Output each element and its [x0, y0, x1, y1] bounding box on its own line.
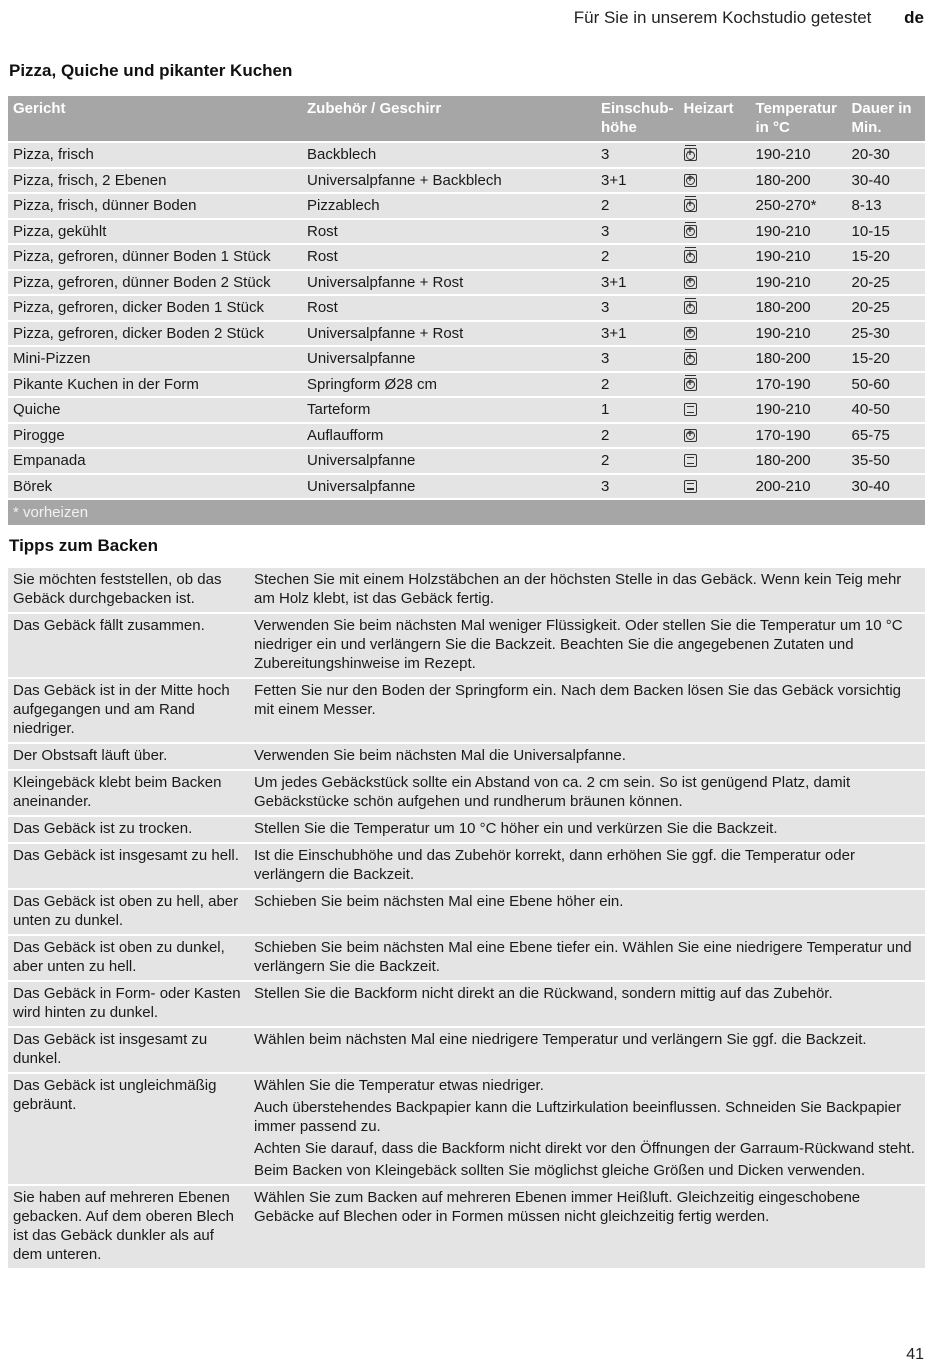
table-row [8, 322, 925, 346]
dish-cell: Empanada [8, 449, 302, 473]
tip-solution-paragraph: Schieben Sie beim nächsten Mal eine Ebene tiefer ein. Wählen Sie eine niedrigere Temperatur und verlängern Sie die Backzeit. [254, 939, 912, 975]
circotherm-icon [684, 352, 697, 365]
table-row [8, 194, 925, 218]
tip-solution-paragraph: Wählen Sie zum Backen auf mehreren Ebenen immer Heißluft. Gleichzeitig eingeschobene Gebäcke auf Blechen oder in Formen müssen nicht gleichzeitig fertig werden. [254, 1189, 861, 1225]
top-bottom-heat-icon [684, 480, 697, 493]
page-number: 41 [906, 1346, 924, 1363]
heating-cell [679, 373, 751, 397]
circotherm-icon [684, 301, 697, 314]
tip-problem: Das Gebäck ist zu trocken. [8, 817, 249, 842]
level-cell: 3 [596, 347, 679, 371]
tip-problem: Sie haben auf mehreren Ebenen gebacken. Auf dem oberen Blech ist das Gebäck dunkler als auf dem unteren. [8, 1186, 249, 1268]
tip-solution-paragraph: Wählen Sie die Temperatur etwas niedriger. [254, 1077, 544, 1094]
tip-problem: Das Gebäck fällt zusammen. [8, 614, 249, 677]
tip-solution [249, 1028, 925, 1072]
col-header-duration: Dauer in Min. [847, 96, 925, 141]
heating-cell [679, 424, 751, 448]
tip-problem: Das Gebäck ist ungleichmäßig gebräunt. [8, 1074, 249, 1184]
tip-solution [249, 1186, 925, 1268]
level-cell: 1 [596, 398, 679, 422]
level-cell: 2 [596, 194, 679, 218]
tip-row [8, 817, 925, 842]
tips-section-heading: Tipps zum Backen [9, 536, 158, 555]
col-header-heating: Heizart [679, 96, 751, 141]
duration-cell: 20-25 [847, 296, 925, 320]
tip-solution [249, 982, 925, 1026]
pizza-table-footer-row [8, 500, 925, 525]
tip-solution [249, 744, 925, 769]
dish-cell: Pizza, gefroren, dicker Boden 1 Stück [8, 296, 302, 320]
duration-cell: 50-60 [847, 373, 925, 397]
temperature-cell: 200-210 [751, 475, 847, 499]
temperature-cell: 250-270* [751, 194, 847, 218]
temperature-cell: 190-210 [751, 398, 847, 422]
tips-table-body [8, 568, 925, 1268]
pizza-table-header-row [8, 96, 925, 141]
heating-cell [679, 398, 751, 422]
duration-cell: 8-13 [847, 194, 925, 218]
table-row [8, 245, 925, 269]
heating-cell [679, 296, 751, 320]
accessory-cell: Backblech [302, 143, 596, 167]
heating-cell [679, 322, 751, 346]
level-cell: 2 [596, 424, 679, 448]
temperature-cell: 190-210 [751, 220, 847, 244]
tip-solution-paragraph: Ist die Einschubhöhe und das Zubehör korrekt, dann erhöhen Sie ggf. die Temperatur oder verlängern die Backzeit. [254, 847, 855, 883]
accessory-cell: Universalpfanne [302, 449, 596, 473]
tip-row [8, 614, 925, 677]
table-row [8, 169, 925, 193]
heating-cell [679, 194, 751, 218]
tip-row [8, 1186, 925, 1268]
dish-cell: Pizza, frisch [8, 143, 302, 167]
tip-row [8, 1074, 925, 1184]
header-title: Für Sie in unserem Kochstudio getestet [573, 8, 872, 27]
col-header-dish: Gericht [8, 96, 302, 141]
col-header-accessory: Zubehör / Geschirr [302, 96, 596, 141]
tips-table [8, 566, 925, 1270]
level-cell: 2 [596, 449, 679, 473]
tip-solution [249, 771, 925, 815]
duration-cell: 20-25 [847, 271, 925, 295]
table-row [8, 373, 925, 397]
hot-air-icon [684, 429, 697, 442]
table-row [8, 475, 925, 499]
level-cell: 3+1 [596, 322, 679, 346]
duration-cell: 40-50 [847, 398, 925, 422]
duration-cell: 25-30 [847, 322, 925, 346]
accessory-cell: Universalpfanne + Rost [302, 271, 596, 295]
tip-solution [249, 1074, 925, 1184]
tip-solution [249, 844, 925, 888]
dish-cell: Börek [8, 475, 302, 499]
hot-air-icon [684, 327, 697, 340]
heating-cell [679, 143, 751, 167]
tip-solution [249, 817, 925, 842]
pizza-section-heading: Pizza, Quiche und pikanter Kuchen [9, 61, 293, 80]
tip-row [8, 1028, 925, 1072]
duration-cell: 30-40 [847, 169, 925, 193]
heating-cell [679, 220, 751, 244]
tip-solution [249, 614, 925, 677]
dish-cell: Pikante Kuchen in der Form [8, 373, 302, 397]
tip-solution-paragraph: Verwenden Sie beim nächsten Mal die Universalpfanne. [254, 747, 626, 764]
tip-solution [249, 936, 925, 980]
circotherm-icon [684, 148, 697, 161]
dish-cell: Pizza, gefroren, dicker Boden 2 Stück [8, 322, 302, 346]
tip-solution-paragraph: Verwenden Sie beim nächsten Mal weniger Flüssigkeit. Oder stellen Sie die Temperatur um 10 °C niedriger ein und verlängern Sie die Backzeit. Beachten Sie die angegebenen Zutaten und Zubereitungshinweise im Rezept. [254, 617, 903, 672]
table-row [8, 347, 925, 371]
tip-problem: Der Obstsaft läuft über. [8, 744, 249, 769]
tip-problem: Kleingebäck klebt beim Backen aneinander. [8, 771, 249, 815]
accessory-cell: Auflaufform [302, 424, 596, 448]
pizza-table [8, 94, 925, 527]
duration-cell: 65-75 [847, 424, 925, 448]
tip-problem: Das Gebäck ist in der Mitte hoch aufgegangen und am Rand niedriger. [8, 679, 249, 742]
tip-problem: Sie möchten feststellen, ob das Gebäck durchgebacken ist. [8, 568, 249, 612]
tip-row [8, 744, 925, 769]
level-cell: 3 [596, 296, 679, 320]
duration-cell: 15-20 [847, 347, 925, 371]
tip-solution-paragraph: Beim Backen von Kleingebäck sollten Sie möglichst gleiche Größen und Dicken verwenden. [254, 1162, 866, 1179]
tip-solution-paragraph: Wählen beim nächsten Mal eine niedrigere Temperatur und verlängern Sie ggf. die Backzeit. [254, 1031, 867, 1048]
tip-row [8, 568, 925, 612]
level-cell: 3 [596, 475, 679, 499]
dish-cell: Pirogge [8, 424, 302, 448]
heating-cell [679, 169, 751, 193]
tip-solution-paragraph: Stellen Sie die Temperatur um 10 °C höher ein und verkürzen Sie die Backzeit. [254, 820, 778, 837]
tip-solution-paragraph: Fetten Sie nur den Boden der Springform ein. Nach dem Backen lösen Sie das Gebäck vorsichtig mit einem Messer. [254, 682, 902, 718]
level-cell: 3+1 [596, 271, 679, 295]
accessory-cell: Pizzablech [302, 194, 596, 218]
table-row [8, 271, 925, 295]
circotherm-icon [684, 250, 697, 263]
circotherm-icon [684, 378, 697, 391]
tip-solution-paragraph: Stechen Sie mit einem Holzstäbchen an der höchsten Stelle in das Gebäck. Wenn kein Teig mehr am Holz klebt, ist das Gebäck fertig. [254, 571, 902, 607]
accessory-cell: Tarteform [302, 398, 596, 422]
accessory-cell: Universalpfanne [302, 347, 596, 371]
temperature-cell: 180-200 [751, 449, 847, 473]
accessory-cell: Universalpfanne [302, 475, 596, 499]
heating-cell [679, 271, 751, 295]
accessory-cell: Rost [302, 245, 596, 269]
temperature-cell: 170-190 [751, 373, 847, 397]
tip-problem: Das Gebäck in Form- oder Kasten wird hinten zu dunkel. [8, 982, 249, 1026]
language-code: de [904, 8, 924, 27]
col-header-temperature: Temperatur in °C [751, 96, 847, 141]
col-header-level: Einschub- höhe [596, 96, 679, 141]
level-cell: 3 [596, 143, 679, 167]
table-row [8, 220, 925, 244]
tip-row [8, 771, 925, 815]
accessory-cell: Rost [302, 296, 596, 320]
tip-solution-paragraph: Schieben Sie beim nächsten Mal eine Ebene höher ein. [254, 893, 624, 910]
dish-cell: Pizza, gefroren, dünner Boden 1 Stück [8, 245, 302, 269]
heating-cell [679, 475, 751, 499]
tip-problem: Das Gebäck ist insgesamt zu dunkel. [8, 1028, 249, 1072]
tip-row [8, 890, 925, 934]
temperature-cell: 190-210 [751, 271, 847, 295]
hot-air-icon [684, 174, 697, 187]
hot-air-icon [684, 276, 697, 289]
tip-problem: Das Gebäck ist insgesamt zu hell. [8, 844, 249, 888]
heating-cell [679, 245, 751, 269]
page-header [574, 8, 924, 28]
tip-problem: Das Gebäck ist oben zu hell, aber unten zu dunkel. [8, 890, 249, 934]
level-cell: 3 [596, 220, 679, 244]
duration-cell: 35-50 [847, 449, 925, 473]
duration-cell: 15-20 [847, 245, 925, 269]
temperature-cell: 180-200 [751, 296, 847, 320]
heating-cell [679, 347, 751, 371]
top-bottom-heat-icon [684, 454, 697, 467]
top-bottom-heat-icon [684, 403, 697, 416]
tip-solution-paragraph: Auch überstehendes Backpapier kann die Luftzirkulation beeinflussen. Schneiden Sie Backpapier immer passend zu. [254, 1099, 902, 1135]
temperature-cell: 170-190 [751, 424, 847, 448]
duration-cell: 20-30 [847, 143, 925, 167]
table-row [8, 424, 925, 448]
dish-cell: Pizza, frisch, dünner Boden [8, 194, 302, 218]
circotherm-icon [684, 199, 697, 212]
dish-cell: Mini-Pizzen [8, 347, 302, 371]
circotherm-icon [684, 225, 697, 238]
tip-solution [249, 568, 925, 612]
temperature-cell: 180-200 [751, 169, 847, 193]
tip-row [8, 936, 925, 980]
level-cell: 3+1 [596, 169, 679, 193]
tip-solution [249, 679, 925, 742]
accessory-cell: Universalpfanne + Rost [302, 322, 596, 346]
preheat-footnote: * vorheizen [8, 500, 925, 525]
dish-cell: Pizza, gefroren, dünner Boden 2 Stück [8, 271, 302, 295]
duration-cell: 30-40 [847, 475, 925, 499]
temperature-cell: 190-210 [751, 322, 847, 346]
accessory-cell: Rost [302, 220, 596, 244]
accessory-cell: Universalpfanne + Backblech [302, 169, 596, 193]
level-cell: 2 [596, 373, 679, 397]
accessory-cell: Springform Ø28 cm [302, 373, 596, 397]
table-row [8, 296, 925, 320]
heating-cell [679, 449, 751, 473]
temperature-cell: 180-200 [751, 347, 847, 371]
tip-solution-paragraph: Um jedes Gebäckstück sollte ein Abstand von ca. 2 cm sein. So ist genügend Platz, damit Gebäckstücke schön aufgehen und rundherum bräunen können. [254, 774, 851, 810]
table-row [8, 143, 925, 167]
table-row [8, 449, 925, 473]
table-row [8, 398, 925, 422]
tip-row [8, 679, 925, 742]
temperature-cell: 190-210 [751, 143, 847, 167]
tip-row [8, 982, 925, 1026]
tip-problem: Das Gebäck ist oben zu dunkel, aber unten zu hell. [8, 936, 249, 980]
tip-solution-paragraph: Achten Sie darauf, dass die Backform nicht direkt vor den Öffnungen der Garraum-Rückwand steht. [254, 1140, 915, 1157]
tip-row [8, 844, 925, 888]
dish-cell: Pizza, frisch, 2 Ebenen [8, 169, 302, 193]
tip-solution-paragraph: Stellen Sie die Backform nicht direkt an die Rückwand, sondern mittig auf das Zubehör. [254, 985, 833, 1002]
tip-solution [249, 890, 925, 934]
temperature-cell: 190-210 [751, 245, 847, 269]
pizza-table-body [8, 143, 925, 498]
dish-cell: Quiche [8, 398, 302, 422]
dish-cell: Pizza, gekühlt [8, 220, 302, 244]
level-cell: 2 [596, 245, 679, 269]
duration-cell: 10-15 [847, 220, 925, 244]
